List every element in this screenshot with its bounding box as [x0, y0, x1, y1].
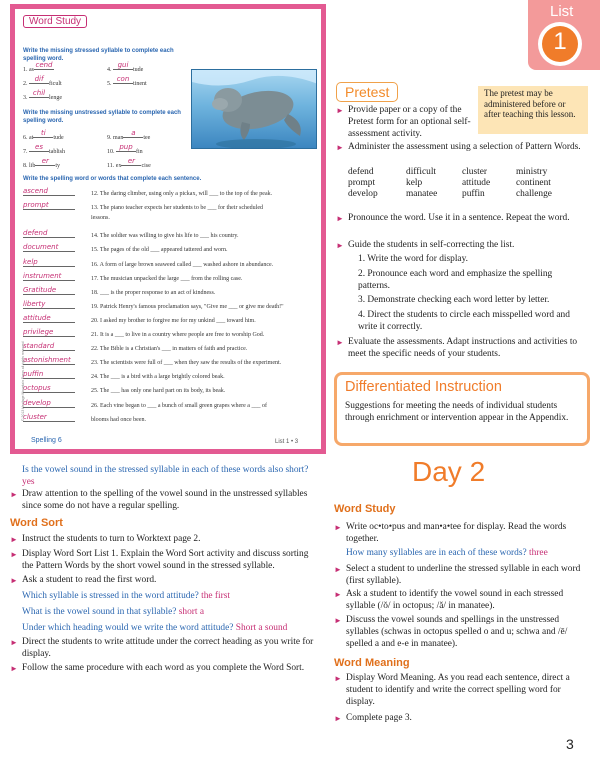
bullet-icon: ►: [334, 590, 342, 599]
worktext-page: [10, 4, 326, 454]
bullet-icon: ►: [10, 490, 18, 499]
pattern-words-row: [348, 167, 576, 178]
worktext-sentence: prompt 13. The piano teacher expects her students to be ___ for their scheduled: [23, 201, 263, 212]
worktext-sentence: Gratitude 18. ___ is the proper response to an act of kindness.: [23, 285, 216, 296]
worktext-sentence-answer: instrument: [23, 272, 75, 281]
bullet-icon: ►: [10, 550, 18, 559]
pretest-bullet-1: Provide paper or a copy of the Pretest form for an optional self-assessment activity.: [348, 105, 471, 139]
worktext-sentence: instrument 17. The musician unpacked the large ___ from the rolling case.: [23, 271, 243, 282]
differentiated-box: [334, 372, 590, 446]
pattern-word: develop: [348, 189, 378, 199]
pretest-step-1: 1. Write the word for display.: [358, 254, 469, 264]
worktext-item-answer: pup: [116, 143, 136, 152]
worktext-item: 1. ascend: [23, 61, 53, 73]
worktext-sentence-answer: attitude: [23, 314, 75, 323]
pattern-words-row: [348, 189, 576, 200]
worktext-sentence-answer: cluster: [23, 413, 75, 422]
day2-bullet-1: Write oc•to•pus and man•a•tee for display. Read the words together.: [346, 522, 567, 544]
pattern-word: kelp: [406, 178, 423, 188]
worktext-sentence-answer: liberty: [23, 300, 75, 309]
worktext-sentence-answer: Gratitude: [23, 286, 75, 295]
pretest-step-3: 3. Demonstrate checking each word letter by letter.: [358, 295, 550, 305]
word-sort-bullet-1: Instruct the students to turn to Worktext page 2.: [22, 534, 201, 544]
pattern-word: continent: [516, 178, 551, 188]
pretest-bullet-4: Guide the students in self-correcting the list.: [348, 240, 515, 250]
day2-bullet-4: Discuss the vowel sounds and spellings in the unstressed syllables (schwas in octopus spelled o and u; schwa and /ē/ spelled a and e-e in manatee).: [346, 615, 568, 649]
pattern-word: challenge: [516, 189, 552, 199]
worktext-sentence: develop 26. Each vine began to ___ a bunch of small green grapes where a ___ of: [23, 398, 267, 409]
word-meaning-bullet-1: Display Word Meaning. As you read each sentence, direct a student to identify and write the correct spelling word for display.: [346, 673, 570, 707]
pattern-word: prompt: [348, 178, 376, 188]
bullet-icon: ►: [10, 664, 18, 673]
pretest-bullet-5: Evaluate the assessments. Adapt instructions and activities to meet the specific needs of your students.: [348, 337, 578, 359]
pretest-step-2: 2. Pronounce each word and emphasize the spelling patterns.: [358, 269, 553, 291]
worktext-instruction-3: Write the spelling word or words that complete each sentence.: [23, 176, 202, 182]
word-sort-question-2: What is the vowel sound in that syllable? short a: [22, 607, 205, 617]
day2-answer-1: three: [529, 548, 548, 558]
list-number: 1: [553, 28, 567, 55]
worktext-item: 8. liberty: [23, 157, 61, 169]
worktext-item-answer: gui: [113, 61, 133, 70]
worktext-sentence: liberty 19. Patrick Henry's famous proclamation says, "Give me ___ or give me death!": [23, 299, 284, 310]
worktext-item: 11. exercise: [107, 157, 151, 169]
day2-bullet-2: Select a student to underline the stressed syllable in each word (first syllable).: [346, 564, 581, 586]
list-tab: [528, 0, 600, 70]
pretest-step-4: 4. Direct the students to circle each misspelled word and write it correctly.: [358, 310, 570, 332]
worktext-item: 3. chillenge: [23, 89, 62, 101]
word-meaning-bullet-2: Complete page 3.: [346, 713, 412, 723]
worktext-sentence: privilege 21. It is a ___ to live in a country where people are free to worship God.: [23, 328, 265, 338]
bullet-icon: ►: [336, 338, 344, 347]
worktext-sentence: cluster blooms had once been.: [23, 412, 146, 423]
worktext-item: 10. pupfin: [107, 143, 143, 155]
worktext-footer-right: List 1 • 3: [275, 439, 299, 445]
worktext-item: 6. attitude: [23, 129, 64, 141]
worktext-sentence-answer: astonishment: [23, 356, 75, 365]
worktext-sentence: puffin 24. The ___ is a bird with a large brightly colored beak.: [23, 370, 225, 381]
manatee-photo: [191, 69, 317, 149]
worktext-sentence-answer: ascend: [23, 187, 75, 196]
day2-question-1: How many syllables are in each of these words? three: [346, 548, 548, 558]
bullet-icon: ►: [336, 106, 344, 115]
list-label: List: [550, 3, 574, 20]
pattern-words-table: [348, 167, 576, 200]
worktext-sentence: octopus 25. The ___ has only one hard part on its body, its beak.: [23, 384, 226, 395]
worktext-footer-left: Spelling 6: [31, 437, 62, 444]
pretest-note: The pretest may be administered before or after teaching this lesson.: [478, 86, 588, 134]
differentiated-text: Suggestions for meeting the needs of individual students through enrichment or intervention appear in the Appendix.: [345, 401, 569, 423]
worktext-item-answer: a: [123, 129, 143, 138]
worktext-item-answer: cend: [35, 61, 53, 69]
worktext-copyright: © 2013 Heritage Mountain Press all rights reserved: [21, 341, 25, 421]
left-question-1: Is the vowel sound in the stressed syllable in each of these words also short? yes: [22, 465, 309, 487]
worktext-sentence: document 15. The pages of the old ___ appeared tattered and worn.: [23, 243, 228, 254]
worktext-item-answer: dif: [29, 75, 49, 84]
worktext-sentence-answer: standard: [23, 342, 75, 351]
left-bullet-1: Draw attention to the spelling of the vowel sound in the unstressed syllables since some do not have a regular spelling.: [22, 489, 308, 511]
pretest-bullet-3: Pronounce the word. Use it in a sentence. Repeat the word.: [348, 213, 570, 223]
pretest-bullet-2: Administer the assessment using a selection of Pattern Words.: [348, 142, 581, 152]
worktext-sentence-answer: document: [23, 243, 75, 252]
worktext-sentence-answer: octopus: [23, 384, 75, 393]
worktext-item-answer: er: [121, 157, 141, 166]
worktext-sentence-answer: develop: [23, 399, 75, 408]
day2-word-study-heading: Word Study: [334, 503, 396, 515]
worktext-item: 7. establish: [23, 143, 65, 155]
bullet-icon: ►: [334, 616, 342, 625]
word-sort-bullet-3: Ask a student to read the first word.: [22, 575, 157, 585]
word-sort-bullet-4: Direct the students to write attitude under the correct heading as you write for display.: [22, 637, 314, 659]
worktext-sentence: defend 14. The soldier was willing to give his life to ___ his country.: [23, 229, 239, 240]
worktext-sentence: standard 22. The Bible is a Christian's ___ in matters of faith and practice.: [23, 342, 248, 353]
word-sort-question-3: Under which heading would we write the word attitude? Short a sound: [22, 623, 288, 633]
day2-heading: Day 2: [412, 456, 486, 487]
worktext-item-answer: es: [29, 143, 49, 152]
word-sort-question-1: Which syllable is stressed in the word attitude? the first: [22, 591, 231, 601]
worktext-item: 5. continent: [107, 75, 147, 87]
worktext-sentence-answer: defend: [23, 229, 75, 238]
bullet-icon: ►: [336, 214, 344, 223]
worktext-instruction-2: Write the missing unstressed syllable to complete each spelling word.: [23, 110, 181, 124]
bullet-icon: ►: [334, 674, 342, 683]
pattern-word: manatee: [406, 189, 438, 199]
bullet-icon: ►: [10, 638, 18, 647]
bullet-icon: ►: [10, 576, 18, 585]
worktext-instruction-1: Write the missing stressed syllable to complete each spelling word.: [23, 48, 174, 62]
worktext-sentence: astonishment 23. The scientists were full of ___ when they saw the results of the experiment.: [23, 356, 282, 367]
worktext-sentence-answer: kelp: [23, 258, 75, 267]
worktext-sentence: kelp 16. A form of large brown seaweed called ___ washed ashore in abundance.: [23, 257, 274, 268]
worktext-label: Word Study: [23, 15, 87, 28]
differentiated-heading: Differentiated Instruction: [345, 379, 502, 395]
word-sort-heading: Word Sort: [10, 517, 63, 529]
bullet-icon: ►: [10, 535, 18, 544]
bullet-icon: ►: [334, 523, 342, 532]
day2-bullet-3: Ask a student to identify the vowel sound in each stressed syllable (/ŏ/ in octopus; /ă/ in manatee).: [346, 589, 564, 611]
pretest-heading: Pretest: [336, 82, 398, 102]
word-meaning-heading: Word Meaning: [334, 657, 410, 669]
worktext-sentence-answer: prompt: [23, 201, 75, 210]
worktext-item: 9. manatee: [107, 129, 151, 141]
word-sort-answer-2: short a: [178, 607, 205, 617]
worktext-sentence: ascend 12. The daring climber, using only a pickax, will ___ to the top of the peak.: [23, 187, 273, 197]
bullet-icon: ►: [336, 143, 344, 152]
word-sort-answer-1: the first: [201, 591, 231, 601]
bullet-icon: ►: [334, 714, 342, 723]
pattern-word: ministry: [516, 167, 548, 177]
worktext-item: 4. guitude: [107, 61, 144, 73]
worktext-item-answer: con: [113, 75, 133, 84]
worktext-item: 2. difficult: [23, 75, 62, 87]
worktext-sentence: lessons.: [91, 215, 110, 222]
word-sort-bullet-5: Follow the same procedure with each word as you complete the Word Sort.: [22, 663, 305, 673]
pattern-word: defend: [348, 167, 374, 177]
worktext-item-answer: ti: [33, 129, 53, 138]
pattern-words-row: [348, 178, 576, 189]
pattern-word: puffin: [462, 189, 485, 199]
bullet-icon: ►: [334, 565, 342, 574]
worktext-sentence-answer: privilege: [23, 328, 75, 337]
worktext-sentence-answer: puffin: [23, 370, 75, 379]
page-number: 3: [566, 736, 574, 752]
worktext-item-answer: er: [35, 157, 55, 166]
word-sort-bullet-2: Display Word Sort List 1. Explain the Word Sort activity and discuss sorting the Pattern Words by the short vowel sound in the stressed syllable.: [22, 549, 309, 571]
worktext-item-answer: chil: [29, 89, 49, 98]
worktext-sentence: attitude 20. I asked my brother to forgive me for my unkind ___ toward him.: [23, 313, 256, 324]
pattern-word: difficult: [406, 167, 437, 177]
bullet-icon: ►: [336, 241, 344, 250]
pattern-word: attitude: [462, 178, 491, 188]
pattern-word: cluster: [462, 167, 487, 177]
left-answer-1: yes: [22, 477, 35, 487]
word-sort-answer-3: Short a sound: [235, 623, 288, 633]
